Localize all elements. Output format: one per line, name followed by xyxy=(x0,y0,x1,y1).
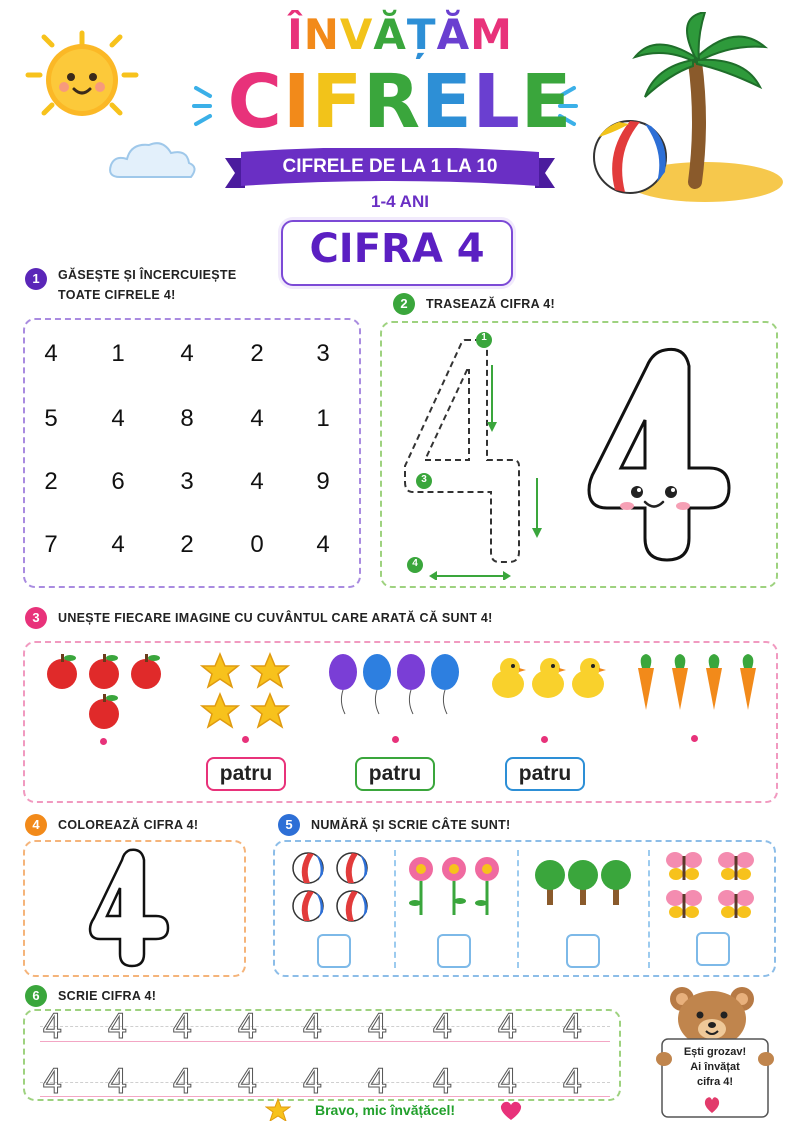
butterflies-group xyxy=(665,850,760,925)
grid-number[interactable]: 5 xyxy=(44,405,58,432)
title-letter: L xyxy=(472,59,521,145)
beach-balls-group xyxy=(290,850,380,926)
title-letter: R xyxy=(363,59,422,145)
divider xyxy=(517,850,519,968)
grid-number[interactable]: 3 xyxy=(180,468,194,495)
trace-digit[interactable]: 4 xyxy=(562,1007,583,1047)
word-box-3[interactable]: patru xyxy=(505,757,585,791)
step-4-label: 4 xyxy=(412,558,418,569)
flowers-group xyxy=(405,855,505,920)
trace-digit[interactable]: 4 xyxy=(302,1062,323,1102)
match-dot[interactable] xyxy=(392,736,399,743)
grid-number[interactable]: 7 xyxy=(44,531,58,558)
digit-title: CIFRA 4 xyxy=(309,226,485,272)
count-answer-box[interactable] xyxy=(566,934,600,968)
grid-number[interactable]: 6 xyxy=(111,468,125,495)
trace-digit[interactable]: 4 xyxy=(497,1062,518,1102)
beach-illustration xyxy=(585,12,785,202)
grid-number[interactable]: 1 xyxy=(111,340,125,367)
smiling-digit-four xyxy=(585,340,745,570)
grid-number[interactable]: 2 xyxy=(250,340,264,367)
section-1-heading-line1: GĂSEȘTE ȘI ÎNCERCUIEȘTE xyxy=(58,268,237,282)
title-letter: E xyxy=(421,59,473,145)
grid-number[interactable]: 4 xyxy=(250,468,264,495)
step-3-label: 3 xyxy=(421,474,427,485)
note-line-2: Ai învățat xyxy=(690,1061,740,1073)
trace-digit[interactable]: 4 xyxy=(107,1062,128,1102)
step-1-label: 1 xyxy=(481,332,487,343)
trace-digit[interactable]: 4 xyxy=(172,1007,193,1047)
match-dot[interactable] xyxy=(242,736,249,743)
trace-digit[interactable]: 4 xyxy=(237,1007,258,1047)
grid-number[interactable]: 4 xyxy=(111,531,125,558)
grid-number[interactable]: 3 xyxy=(316,340,330,367)
title-letter: V xyxy=(339,10,374,59)
title-letter: I xyxy=(282,59,312,145)
trace-digit[interactable]: 4 xyxy=(367,1007,388,1047)
section-3-badge: 3 xyxy=(25,607,47,629)
section-5-badge: 5 xyxy=(278,814,300,836)
section-4-badge: 4 xyxy=(25,814,47,836)
title-letter: C xyxy=(227,59,283,145)
grid-number[interactable]: 4 xyxy=(111,405,125,432)
section-1-heading-line2: TOATE CIFRELE 4! xyxy=(58,288,176,302)
age-label: 1-4 ANI xyxy=(371,192,429,211)
grid-number[interactable]: 2 xyxy=(180,531,194,558)
note-line-1: Ești grozav! xyxy=(683,1046,747,1058)
grid-number[interactable]: 2 xyxy=(44,468,58,495)
carrots-group xyxy=(628,654,763,714)
grid-number[interactable]: 0 xyxy=(250,531,264,558)
trace-digit[interactable]: 4 xyxy=(42,1007,63,1047)
trees-group xyxy=(535,855,635,910)
section-6-badge: 6 xyxy=(25,985,47,1007)
title-letter: F xyxy=(311,59,364,145)
section-5-heading: NUMĂRĂ ȘI SCRIE CÂTE SUNT! xyxy=(311,818,511,832)
apples-group xyxy=(40,648,170,730)
title-letter: E xyxy=(520,59,573,145)
grid-number[interactable]: 1 xyxy=(316,405,330,432)
trace-digit[interactable]: 4 xyxy=(367,1062,388,1102)
trace-digit[interactable]: 4 xyxy=(172,1062,193,1102)
trace-digit[interactable]: 4 xyxy=(42,1062,63,1102)
section-4-heading: COLOREAZĂ CIFRA 4! xyxy=(58,818,199,832)
section-3-heading: UNEȘTE FIECARE IMAGINE CU CUVÂNTUL CARE ARATĂ CĂ SUNT 4! xyxy=(58,611,493,625)
word-box-2[interactable]: patru xyxy=(355,757,435,791)
divider xyxy=(394,850,396,968)
stars-group xyxy=(200,652,295,730)
count-answer-box[interactable] xyxy=(696,932,730,966)
dashed-trace-digit xyxy=(395,330,555,580)
grid-number[interactable]: 4 xyxy=(250,405,264,432)
section-2-heading: TRASEAZĂ CIFRA 4! xyxy=(426,297,555,311)
title-letter: Ă xyxy=(373,10,407,59)
section-1-badge: 1 xyxy=(25,268,47,290)
grid-number[interactable]: 4 xyxy=(44,340,58,367)
word-box-1[interactable]: patru xyxy=(206,757,286,791)
match-dot[interactable] xyxy=(691,735,698,742)
note-line-3: cifra 4! xyxy=(696,1076,734,1088)
chicks-group xyxy=(488,654,608,704)
grid-number[interactable]: 4 xyxy=(180,340,194,367)
heart-icon xyxy=(499,1101,523,1121)
grid-number[interactable]: 8 xyxy=(180,405,194,432)
balloons-group xyxy=(325,652,465,722)
section-6-heading: SCRIE CIFRA 4! xyxy=(58,989,157,1003)
trace-digit[interactable]: 4 xyxy=(432,1007,453,1047)
outline-digit-four[interactable] xyxy=(86,846,176,970)
trace-digit[interactable]: 4 xyxy=(562,1062,583,1102)
trace-digit[interactable]: 4 xyxy=(432,1062,453,1102)
grid-number[interactable]: 4 xyxy=(316,531,330,558)
title-letter: M xyxy=(470,10,513,59)
trace-digit[interactable]: 4 xyxy=(107,1007,128,1047)
title-letter: Ă xyxy=(436,10,471,59)
star-icon xyxy=(265,1098,291,1121)
footer-message: Bravo, mic învățăcel! xyxy=(315,1102,456,1118)
match-dot[interactable] xyxy=(100,738,107,745)
grid-number[interactable]: 9 xyxy=(316,468,330,495)
title-letter: Î xyxy=(287,10,304,59)
title-letter: N xyxy=(303,10,340,59)
trace-digit[interactable]: 4 xyxy=(497,1007,518,1047)
section-2-badge: 2 xyxy=(393,293,415,315)
trace-digit[interactable]: 4 xyxy=(302,1007,323,1047)
count-answer-box[interactable] xyxy=(437,934,471,968)
trace-digit[interactable]: 4 xyxy=(237,1062,258,1102)
match-dot[interactable] xyxy=(541,736,548,743)
count-answer-box[interactable] xyxy=(317,934,351,968)
divider xyxy=(648,850,650,968)
title-letter: Ț xyxy=(406,10,437,59)
ribbon-text: CIFRELE DE LA 1 LA 10 xyxy=(282,156,498,177)
